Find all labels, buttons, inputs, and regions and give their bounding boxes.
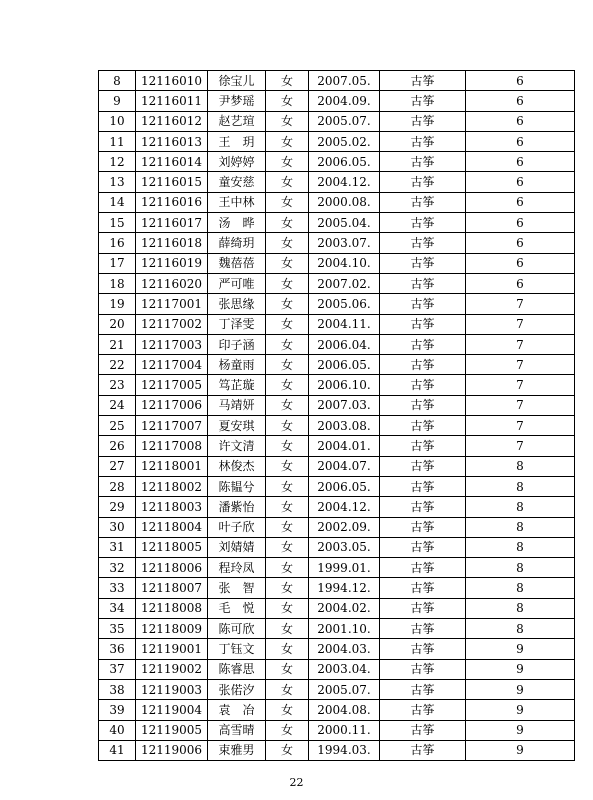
gender-cell: 女	[266, 91, 309, 111]
instrument-cell: 古筝	[380, 456, 466, 476]
grade-level-cell: 7	[466, 355, 575, 375]
exam-id-cell: 12118006	[136, 558, 208, 578]
grade-level-cell: 6	[466, 192, 575, 212]
table-row	[99, 192, 575, 212]
exam-id-cell: 12117003	[136, 334, 208, 354]
instrument-cell: 古筝	[380, 436, 466, 456]
instrument-cell: 古筝	[380, 700, 466, 720]
birth-date-cell: 2005.02.	[309, 131, 380, 151]
student-name-cell: 徐宝儿	[208, 71, 266, 91]
table-row	[99, 71, 575, 91]
grade-level-cell: 6	[466, 131, 575, 151]
grade-level-cell: 7	[466, 395, 575, 415]
table-row	[99, 578, 575, 598]
instrument-cell: 古筝	[380, 273, 466, 293]
birth-date-cell: 2004.01.	[309, 436, 380, 456]
exam-id-cell: 12117001	[136, 294, 208, 314]
grade-level-cell: 7	[466, 416, 575, 436]
birth-date-cell: 2004.10.	[309, 253, 380, 273]
grade-level-cell: 6	[466, 273, 575, 293]
birth-date-cell: 2005.04.	[309, 213, 380, 233]
instrument-cell: 古筝	[380, 314, 466, 334]
instrument-cell: 古筝	[380, 233, 466, 253]
row-number-cell: 23	[99, 375, 136, 395]
instrument-cell: 古筝	[380, 476, 466, 496]
exam-id-cell: 12116017	[136, 213, 208, 233]
row-number-cell: 41	[99, 740, 136, 760]
table-row	[99, 213, 575, 233]
instrument-cell: 古筝	[380, 172, 466, 192]
exam-id-cell: 12119002	[136, 659, 208, 679]
birth-date-cell: 2003.07.	[309, 233, 380, 253]
row-number-cell: 39	[99, 700, 136, 720]
student-name-cell: 严可唯	[208, 273, 266, 293]
birth-date-cell: 2002.09.	[309, 517, 380, 537]
student-name-cell: 袁 冶	[208, 700, 266, 720]
table-row	[99, 517, 575, 537]
gender-cell: 女	[266, 578, 309, 598]
gender-cell: 女	[266, 253, 309, 273]
exam-id-cell: 12117007	[136, 416, 208, 436]
gender-cell: 女	[266, 294, 309, 314]
instrument-cell: 古筝	[380, 639, 466, 659]
birth-date-cell: 2003.05.	[309, 537, 380, 557]
student-name-cell: 张偌汐	[208, 679, 266, 699]
exam-id-cell: 12117004	[136, 355, 208, 375]
birth-date-cell: 2006.05.	[309, 355, 380, 375]
row-number-cell: 21	[99, 334, 136, 354]
row-number-cell: 30	[99, 517, 136, 537]
birth-date-cell: 2004.11.	[309, 314, 380, 334]
instrument-cell: 古筝	[380, 111, 466, 131]
grade-level-cell: 6	[466, 111, 575, 131]
grade-level-cell: 9	[466, 720, 575, 740]
row-number-cell: 36	[99, 639, 136, 659]
student-name-cell: 刘婧婧	[208, 537, 266, 557]
student-name-cell: 尹梦瑶	[208, 91, 266, 111]
instrument-cell: 古筝	[380, 598, 466, 618]
gender-cell: 女	[266, 395, 309, 415]
student-name-cell: 林俊杰	[208, 456, 266, 476]
grade-level-cell: 6	[466, 253, 575, 273]
exam-id-cell: 12119003	[136, 679, 208, 699]
exam-id-cell: 12116012	[136, 111, 208, 131]
birth-date-cell: 2006.05.	[309, 152, 380, 172]
row-number-cell: 22	[99, 355, 136, 375]
birth-date-cell: 2000.11.	[309, 720, 380, 740]
table-row	[99, 273, 575, 293]
gender-cell: 女	[266, 679, 309, 699]
exam-id-cell: 12117005	[136, 375, 208, 395]
table-row	[99, 476, 575, 496]
row-number-cell: 15	[99, 213, 136, 233]
grade-level-cell: 8	[466, 578, 575, 598]
gender-cell: 女	[266, 111, 309, 131]
table-row	[99, 294, 575, 314]
exam-id-cell: 12117002	[136, 314, 208, 334]
instrument-cell: 古筝	[380, 334, 466, 354]
grade-level-cell: 8	[466, 537, 575, 557]
table-row	[99, 334, 575, 354]
table-row	[99, 456, 575, 476]
grade-level-cell: 6	[466, 233, 575, 253]
grade-level-cell: 8	[466, 558, 575, 578]
gender-cell: 女	[266, 273, 309, 293]
table-row	[99, 131, 575, 151]
student-name-cell: 杨童雨	[208, 355, 266, 375]
row-number-cell: 35	[99, 619, 136, 639]
exam-id-cell: 12116019	[136, 253, 208, 273]
birth-date-cell: 2005.07.	[309, 679, 380, 699]
row-number-cell: 26	[99, 436, 136, 456]
exam-id-cell: 12118001	[136, 456, 208, 476]
roster-table-body	[99, 71, 575, 761]
exam-id-cell: 12119005	[136, 720, 208, 740]
row-number-cell: 11	[99, 131, 136, 151]
grade-level-cell: 6	[466, 91, 575, 111]
row-number-cell: 27	[99, 456, 136, 476]
grade-level-cell: 7	[466, 436, 575, 456]
grade-level-cell: 8	[466, 456, 575, 476]
gender-cell: 女	[266, 619, 309, 639]
table-row	[99, 598, 575, 618]
instrument-cell: 古筝	[380, 152, 466, 172]
row-number-cell: 8	[99, 71, 136, 91]
exam-id-cell: 12116016	[136, 192, 208, 212]
gender-cell: 女	[266, 71, 309, 91]
grade-level-cell: 7	[466, 314, 575, 334]
row-number-cell: 12	[99, 152, 136, 172]
gender-cell: 女	[266, 131, 309, 151]
student-name-cell: 笃芷璇	[208, 375, 266, 395]
row-number-cell: 37	[99, 659, 136, 679]
instrument-cell: 古筝	[380, 131, 466, 151]
grade-level-cell: 6	[466, 152, 575, 172]
student-name-cell: 童安慈	[208, 172, 266, 192]
birth-date-cell: 2001.10.	[309, 619, 380, 639]
gender-cell: 女	[266, 537, 309, 557]
instrument-cell: 古筝	[380, 537, 466, 557]
grade-level-cell: 9	[466, 659, 575, 679]
birth-date-cell: 2007.03.	[309, 395, 380, 415]
table-row	[99, 619, 575, 639]
exam-id-cell: 12116010	[136, 71, 208, 91]
exam-id-cell: 12117008	[136, 436, 208, 456]
row-number-cell: 24	[99, 395, 136, 415]
grade-level-cell: 6	[466, 213, 575, 233]
student-name-cell: 丁泽雯	[208, 314, 266, 334]
exam-id-cell: 12116015	[136, 172, 208, 192]
page-number: 22	[289, 776, 304, 789]
instrument-cell: 古筝	[380, 679, 466, 699]
instrument-cell: 古筝	[380, 578, 466, 598]
birth-date-cell: 2006.04.	[309, 334, 380, 354]
student-name-cell: 王 玥	[208, 131, 266, 151]
birth-date-cell: 1999.01.	[309, 558, 380, 578]
exam-id-cell: 12119001	[136, 639, 208, 659]
table-row	[99, 416, 575, 436]
gender-cell: 女	[266, 436, 309, 456]
table-row	[99, 497, 575, 517]
student-name-cell: 印子涵	[208, 334, 266, 354]
table-row	[99, 152, 575, 172]
exam-id-cell: 12116018	[136, 233, 208, 253]
grade-level-cell: 8	[466, 598, 575, 618]
table-row	[99, 700, 575, 720]
student-name-cell: 汤 晔	[208, 213, 266, 233]
table-row	[99, 111, 575, 131]
gender-cell: 女	[266, 355, 309, 375]
student-name-cell: 魏蓓蓓	[208, 253, 266, 273]
instrument-cell: 古筝	[380, 395, 466, 415]
table-row	[99, 436, 575, 456]
table-row	[99, 172, 575, 192]
row-number-cell: 18	[99, 273, 136, 293]
instrument-cell: 古筝	[380, 192, 466, 212]
row-number-cell: 38	[99, 679, 136, 699]
table-row	[99, 314, 575, 334]
gender-cell: 女	[266, 476, 309, 496]
instrument-cell: 古筝	[380, 558, 466, 578]
instrument-cell: 古筝	[380, 91, 466, 111]
gender-cell: 女	[266, 152, 309, 172]
grade-level-cell: 9	[466, 639, 575, 659]
student-name-cell: 赵艺瑄	[208, 111, 266, 131]
student-name-cell: 丁钰文	[208, 639, 266, 659]
exam-id-cell: 12116014	[136, 152, 208, 172]
gender-cell: 女	[266, 213, 309, 233]
birth-date-cell: 1994.12.	[309, 578, 380, 598]
table-row	[99, 233, 575, 253]
row-number-cell: 16	[99, 233, 136, 253]
roster-table	[98, 70, 575, 761]
student-name-cell: 夏安琪	[208, 416, 266, 436]
gender-cell: 女	[266, 558, 309, 578]
gender-cell: 女	[266, 456, 309, 476]
exam-id-cell: 12117006	[136, 395, 208, 415]
student-name-cell: 张 智	[208, 578, 266, 598]
row-number-cell: 40	[99, 720, 136, 740]
grade-level-cell: 8	[466, 619, 575, 639]
gender-cell: 女	[266, 720, 309, 740]
instrument-cell: 古筝	[380, 71, 466, 91]
grade-level-cell: 6	[466, 172, 575, 192]
table-row	[99, 740, 575, 760]
student-name-cell: 叶子欣	[208, 517, 266, 537]
gender-cell: 女	[266, 639, 309, 659]
birth-date-cell: 2003.04.	[309, 659, 380, 679]
instrument-cell: 古筝	[380, 720, 466, 740]
student-name-cell: 程玲凤	[208, 558, 266, 578]
gender-cell: 女	[266, 700, 309, 720]
grade-level-cell: 6	[466, 71, 575, 91]
table-row	[99, 395, 575, 415]
instrument-cell: 古筝	[380, 619, 466, 639]
grade-level-cell: 8	[466, 476, 575, 496]
row-number-cell: 19	[99, 294, 136, 314]
instrument-cell: 古筝	[380, 375, 466, 395]
birth-date-cell: 2003.08.	[309, 416, 380, 436]
table-row	[99, 558, 575, 578]
birth-date-cell: 2004.12.	[309, 172, 380, 192]
gender-cell: 女	[266, 233, 309, 253]
grade-level-cell: 7	[466, 375, 575, 395]
gender-cell: 女	[266, 314, 309, 334]
exam-id-cell: 12116011	[136, 91, 208, 111]
student-name-cell: 许文清	[208, 436, 266, 456]
instrument-cell: 古筝	[380, 740, 466, 760]
table-row	[99, 659, 575, 679]
instrument-cell: 古筝	[380, 416, 466, 436]
table-row	[99, 720, 575, 740]
row-number-cell: 34	[99, 598, 136, 618]
row-number-cell: 14	[99, 192, 136, 212]
grade-level-cell: 8	[466, 517, 575, 537]
table-row	[99, 355, 575, 375]
birth-date-cell: 2004.02.	[309, 598, 380, 618]
instrument-cell: 古筝	[380, 517, 466, 537]
exam-id-cell: 12118008	[136, 598, 208, 618]
row-number-cell: 31	[99, 537, 136, 557]
row-number-cell: 25	[99, 416, 136, 436]
row-number-cell: 17	[99, 253, 136, 273]
row-number-cell: 13	[99, 172, 136, 192]
grade-level-cell: 9	[466, 679, 575, 699]
gender-cell: 女	[266, 334, 309, 354]
birth-date-cell: 2005.06.	[309, 294, 380, 314]
birth-date-cell: 2006.05.	[309, 476, 380, 496]
gender-cell: 女	[266, 517, 309, 537]
student-name-cell: 束雅男	[208, 740, 266, 760]
gender-cell: 女	[266, 375, 309, 395]
grade-level-cell: 9	[466, 700, 575, 720]
birth-date-cell: 2007.05.	[309, 71, 380, 91]
student-name-cell: 马靖妍	[208, 395, 266, 415]
birth-date-cell: 2006.10.	[309, 375, 380, 395]
row-number-cell: 20	[99, 314, 136, 334]
row-number-cell: 29	[99, 497, 136, 517]
row-number-cell: 9	[99, 91, 136, 111]
gender-cell: 女	[266, 740, 309, 760]
row-number-cell: 33	[99, 578, 136, 598]
exam-id-cell: 12118002	[136, 476, 208, 496]
gender-cell: 女	[266, 416, 309, 436]
gender-cell: 女	[266, 497, 309, 517]
exam-id-cell: 12119006	[136, 740, 208, 760]
instrument-cell: 古筝	[380, 253, 466, 273]
table-row	[99, 253, 575, 273]
student-name-cell: 毛 悦	[208, 598, 266, 618]
instrument-cell: 古筝	[380, 213, 466, 233]
row-number-cell: 10	[99, 111, 136, 131]
instrument-cell: 古筝	[380, 497, 466, 517]
instrument-cell: 古筝	[380, 294, 466, 314]
birth-date-cell: 2000.08.	[309, 192, 380, 212]
instrument-cell: 古筝	[380, 355, 466, 375]
grade-level-cell: 9	[466, 740, 575, 760]
table-row	[99, 639, 575, 659]
grade-level-cell: 7	[466, 334, 575, 354]
table-row	[99, 375, 575, 395]
exam-id-cell: 12118004	[136, 517, 208, 537]
row-number-cell: 32	[99, 558, 136, 578]
exam-id-cell: 12118005	[136, 537, 208, 557]
birth-date-cell: 2007.02.	[309, 273, 380, 293]
student-name-cell: 刘婷婷	[208, 152, 266, 172]
row-number-cell: 28	[99, 476, 136, 496]
student-name-cell: 王中林	[208, 192, 266, 212]
exam-id-cell: 12118009	[136, 619, 208, 639]
exam-id-cell: 12118007	[136, 578, 208, 598]
instrument-cell: 古筝	[380, 659, 466, 679]
exam-id-cell: 12116020	[136, 273, 208, 293]
student-name-cell: 陈睿思	[208, 659, 266, 679]
birth-date-cell: 2004.09.	[309, 91, 380, 111]
grade-level-cell: 8	[466, 497, 575, 517]
student-name-cell: 薛绮玥	[208, 233, 266, 253]
table-row	[99, 91, 575, 111]
birth-date-cell: 2005.07.	[309, 111, 380, 131]
birth-date-cell: 2004.12.	[309, 497, 380, 517]
gender-cell: 女	[266, 659, 309, 679]
exam-id-cell: 12116013	[136, 131, 208, 151]
gender-cell: 女	[266, 172, 309, 192]
gender-cell: 女	[266, 598, 309, 618]
table-row	[99, 537, 575, 557]
birth-date-cell: 1994.03.	[309, 740, 380, 760]
table-row	[99, 679, 575, 699]
birth-date-cell: 2004.03.	[309, 639, 380, 659]
student-name-cell: 高雪晴	[208, 720, 266, 740]
grade-level-cell: 7	[466, 294, 575, 314]
exam-id-cell: 12118003	[136, 497, 208, 517]
exam-id-cell: 12119004	[136, 700, 208, 720]
student-name-cell: 陈韫兮	[208, 476, 266, 496]
gender-cell: 女	[266, 192, 309, 212]
birth-date-cell: 2004.08.	[309, 700, 380, 720]
birth-date-cell: 2004.07.	[309, 456, 380, 476]
student-name-cell: 张思缘	[208, 294, 266, 314]
student-name-cell: 陈可欣	[208, 619, 266, 639]
student-name-cell: 潘紫怡	[208, 497, 266, 517]
